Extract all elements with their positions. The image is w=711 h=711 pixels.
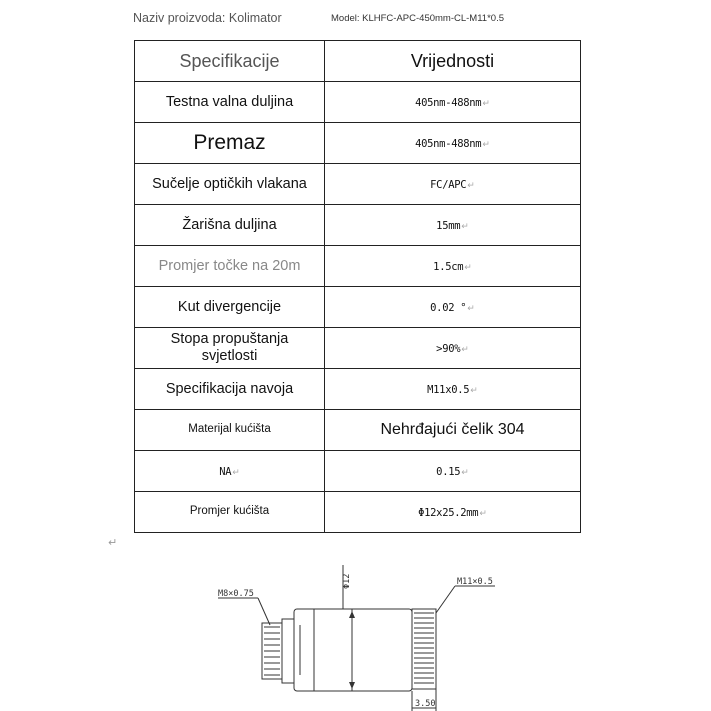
row-label: Stopa propuštanja svjetlosti bbox=[135, 328, 325, 369]
model-number: Model: KLHFC-APC-450mm-CL-M11*0.5 bbox=[331, 13, 504, 24]
row-label: Sučelje optičkih vlakana bbox=[135, 164, 325, 205]
return-mark: ↵ bbox=[467, 179, 475, 190]
row-value: M11x0.5↵ bbox=[325, 369, 581, 410]
row-value: 1.5cm↵ bbox=[325, 246, 581, 287]
diameter-label: Φ12 bbox=[342, 573, 352, 589]
table-row bbox=[135, 246, 581, 287]
table-row bbox=[135, 164, 581, 205]
row-label: Žarišna duljina bbox=[135, 205, 325, 246]
row-label: NA↵ bbox=[135, 451, 325, 492]
row-value: 0.02 °↵ bbox=[325, 287, 581, 328]
product-name: Naziv proizvoda: Kolimator bbox=[133, 11, 282, 25]
right-thread-body bbox=[412, 609, 436, 689]
row-value: 405nm-488nm↵ bbox=[325, 123, 581, 164]
row-value: 0.15↵ bbox=[325, 451, 581, 492]
spec-table bbox=[134, 40, 581, 533]
diameter-arrow-top bbox=[349, 611, 355, 618]
header-values: Vrijednosti bbox=[325, 41, 581, 82]
header-specifications: Specifikacije bbox=[135, 41, 325, 82]
return-mark: ↵ bbox=[467, 302, 475, 313]
return-mark: ↵ bbox=[479, 507, 487, 518]
return-mark: ↵ bbox=[482, 138, 490, 149]
table-row bbox=[135, 82, 581, 123]
length-label: 3.50 bbox=[415, 699, 436, 709]
row-label: Specifikacija navoja bbox=[135, 369, 325, 410]
return-mark: ↵ bbox=[461, 466, 469, 477]
return-mark: ↵ bbox=[461, 220, 469, 231]
right-thread-label: M11×0.5 bbox=[457, 577, 493, 587]
row-value: Nehrđajući čelik 304 bbox=[325, 410, 581, 451]
return-mark: ↵ bbox=[482, 97, 490, 108]
row-label: Testna valna duljina bbox=[135, 82, 325, 123]
left-leader-line bbox=[258, 598, 270, 625]
table-row bbox=[135, 123, 581, 164]
return-mark: ↵ bbox=[470, 384, 478, 395]
return-mark: ↵ bbox=[464, 261, 472, 272]
row-label: Promjer kućišta bbox=[135, 492, 325, 533]
table-row bbox=[135, 451, 581, 492]
row-label: Kut divergencije bbox=[135, 287, 325, 328]
row-value: 15mm↵ bbox=[325, 205, 581, 246]
table-row bbox=[135, 410, 581, 451]
table-row bbox=[135, 205, 581, 246]
row-value: FC/APC↵ bbox=[325, 164, 581, 205]
row-value: >90%↵ bbox=[325, 328, 581, 369]
row-label: Materijal kućišta bbox=[135, 410, 325, 451]
diameter-arrow-bottom bbox=[349, 682, 355, 689]
table-header-row bbox=[135, 41, 581, 82]
table-row bbox=[135, 328, 581, 369]
row-label: Premaz bbox=[135, 123, 325, 164]
paragraph-return-mark: ↵ bbox=[108, 537, 118, 549]
table-row bbox=[135, 492, 581, 533]
table-row bbox=[135, 369, 581, 410]
left-thread-label: M8×0.75 bbox=[218, 589, 254, 599]
row-value: Φ12x25.2mm↵ bbox=[325, 492, 581, 533]
return-mark: ↵ bbox=[232, 466, 240, 477]
main-barrel bbox=[294, 609, 412, 691]
collimator-drawing bbox=[0, 555, 711, 711]
row-label: Promjer točke na 20m bbox=[135, 246, 325, 287]
return-mark: ↵ bbox=[461, 343, 469, 354]
right-leader-line bbox=[436, 586, 455, 613]
row-value: 405nm-488nm↵ bbox=[325, 82, 581, 123]
table-row bbox=[135, 287, 581, 328]
left-collar bbox=[282, 619, 294, 683]
